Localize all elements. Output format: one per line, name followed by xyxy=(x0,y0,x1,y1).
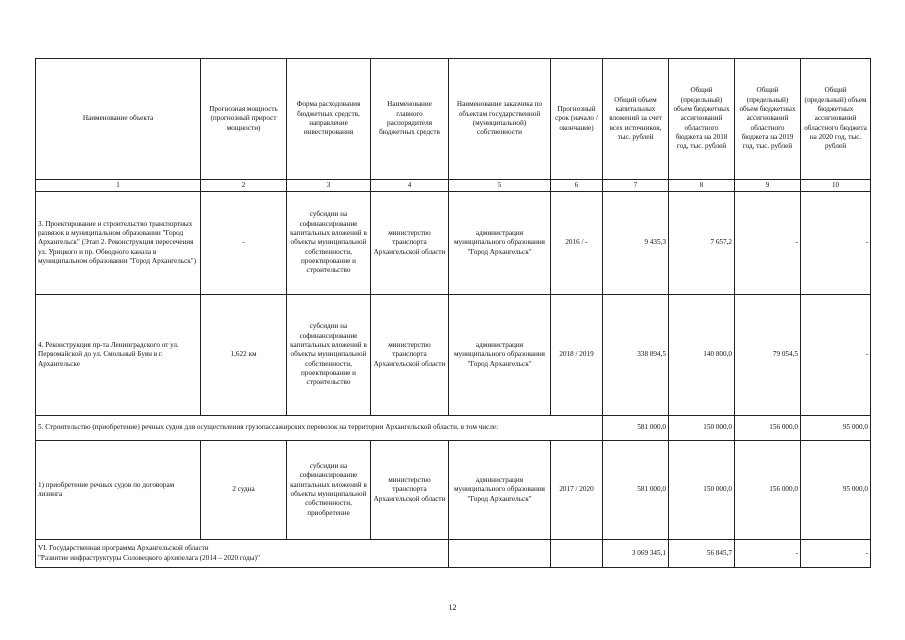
budget-2020-cell: 95 000,0 xyxy=(801,441,871,540)
header-budget-2020: Общий (предельный) объем бюджетных ассигнований областного бюджета на 2020 год, тыс. рублей xyxy=(801,59,871,180)
column-number: 7 xyxy=(603,180,669,192)
column-number: 8 xyxy=(669,180,735,192)
header-customer: Наименование заказчика по объектам государственной (муниципальной) собственности xyxy=(449,59,551,180)
table-row xyxy=(36,295,871,416)
capacity-cell: 2 судна xyxy=(201,441,287,540)
column-number-row xyxy=(36,180,871,192)
customer-cell: администрация муниципального образования "Город Архангельск" xyxy=(449,441,551,540)
capacity-cell: - xyxy=(201,192,287,295)
total-cell: 581 000,0 xyxy=(603,416,669,441)
object-name-cell: 4. Реконструкция пр-та Ленинградского от ул. Первомайской до ул. Смольный Буян в г. Архангельске xyxy=(36,295,201,416)
header-budget-2018: Общий (предельный) объем бюджетных ассигнований областного бюджета на 2018 год, тыс. рублей xyxy=(669,59,735,180)
header-budget-manager: Наименование главного распорядителя бюджетных средств xyxy=(371,59,449,180)
budget-2019-cell: - xyxy=(735,192,801,295)
budget-2018-cell: 140 800,0 xyxy=(669,295,735,416)
column-number: 6 xyxy=(551,180,603,192)
empty-cell xyxy=(551,540,603,568)
column-number: 4 xyxy=(371,180,449,192)
customer-cell: администрация муниципального образования "Город Архангельск" xyxy=(449,295,551,416)
investment-table xyxy=(35,58,871,568)
column-number: 1 xyxy=(36,180,201,192)
capacity-cell: 1,622 км xyxy=(201,295,287,416)
total-cell: 3 069 345,1 xyxy=(603,540,669,568)
budget-manager-cell: министерство транспорта Архангельской области xyxy=(371,295,449,416)
term-cell: 2017 / 2020 xyxy=(551,441,603,540)
budget-2018-cell: 7 657,2 xyxy=(669,192,735,295)
budget-manager-cell: министерство транспорта Архангельской области xyxy=(371,441,449,540)
header-total-volume: Общий объем капитальных вложений за счет всех источников, тыс. рублей xyxy=(603,59,669,180)
spending-form-cell: субсидии на софинансирование капитальных вложений в объекты муниципальной собственности, проектирование и строительство xyxy=(287,295,371,416)
budget-2018-cell: 56 845,7 xyxy=(669,540,735,568)
header-spending-form: Форма расходования бюджетных средств, направление инвестирования xyxy=(287,59,371,180)
term-cell: 2018 / 2019 xyxy=(551,295,603,416)
program-title-line: "Развитие инфраструктуры Соловецкого архипелага (2014 – 2020 годы)" xyxy=(38,553,260,562)
empty-cell xyxy=(449,540,551,568)
total-cell: 9 435,3 xyxy=(603,192,669,295)
budget-2020-cell: - xyxy=(801,540,871,568)
budget-2018-cell: 150 000,0 xyxy=(669,416,735,441)
budget-2019-cell: 79 054,5 xyxy=(735,295,801,416)
page-number: 12 xyxy=(448,603,457,612)
object-name-cell: 1) приобретение речных судов по договорам лизинга xyxy=(36,441,201,540)
customer-cell: администрация муниципального образования "Город Архангельск" xyxy=(449,192,551,295)
header-capacity: Прогнозная мощность (прогнозный прирост мощности) xyxy=(201,59,287,180)
section-row xyxy=(36,416,871,441)
table-row xyxy=(36,192,871,295)
budget-2020-cell: - xyxy=(801,192,871,295)
program-title-cell xyxy=(36,540,449,568)
budget-2018-cell: 150 000,0 xyxy=(669,441,735,540)
table-row xyxy=(36,441,871,540)
section-row xyxy=(36,540,871,568)
header-term: Прогнозный срок (начало / окончание) xyxy=(551,59,603,180)
column-number: 10 xyxy=(801,180,871,192)
budget-2020-cell: 95 000,0 xyxy=(801,416,871,441)
budget-2019-cell: - xyxy=(735,540,801,568)
section-title-cell: 5. Строительство (приобретение) речных судов для осуществления грузопассажирских перевозок на территории Архангельской области, в том числе: xyxy=(36,416,603,441)
column-number: 9 xyxy=(735,180,801,192)
budget-2020-cell: - xyxy=(801,295,871,416)
object-name-cell: 3. Проектирование и строительство транспортных развязок в муниципальном образовании "Город Архангельск" (Этап 2. Реконструкция пересечения ул. Урицкого и пр. Обводного канала в муниципальном образовании "Город Архангельск") xyxy=(36,192,201,295)
term-cell: 2016 / - xyxy=(551,192,603,295)
header-budget-2019: Общий (предельный) объем бюджетных ассигнований областного бюджета на 2019 год, тыс. рублей xyxy=(735,59,801,180)
program-title-line: VI. Государственная программа Архангельской области xyxy=(38,544,209,553)
column-number: 3 xyxy=(287,180,371,192)
budget-manager-cell: министерство транспорта Архангельской области xyxy=(371,192,449,295)
total-cell: 338 894,5 xyxy=(603,295,669,416)
column-number: 2 xyxy=(201,180,287,192)
spending-form-cell: субсидии на софинансирование капитальных вложений в объекты муниципальной собственности, приобретение xyxy=(287,441,371,540)
column-number: 5 xyxy=(449,180,551,192)
budget-2019-cell: 156 000,0 xyxy=(735,441,801,540)
total-cell: 581 000,0 xyxy=(603,441,669,540)
budget-2019-cell: 156 000,0 xyxy=(735,416,801,441)
header-row xyxy=(36,59,871,180)
spending-form-cell: субсидии на софинансирование капитальных вложений в объекты муниципальной собственности, проектирование и строительство xyxy=(287,192,371,295)
header-object-name: Наименование объекта xyxy=(36,59,201,180)
